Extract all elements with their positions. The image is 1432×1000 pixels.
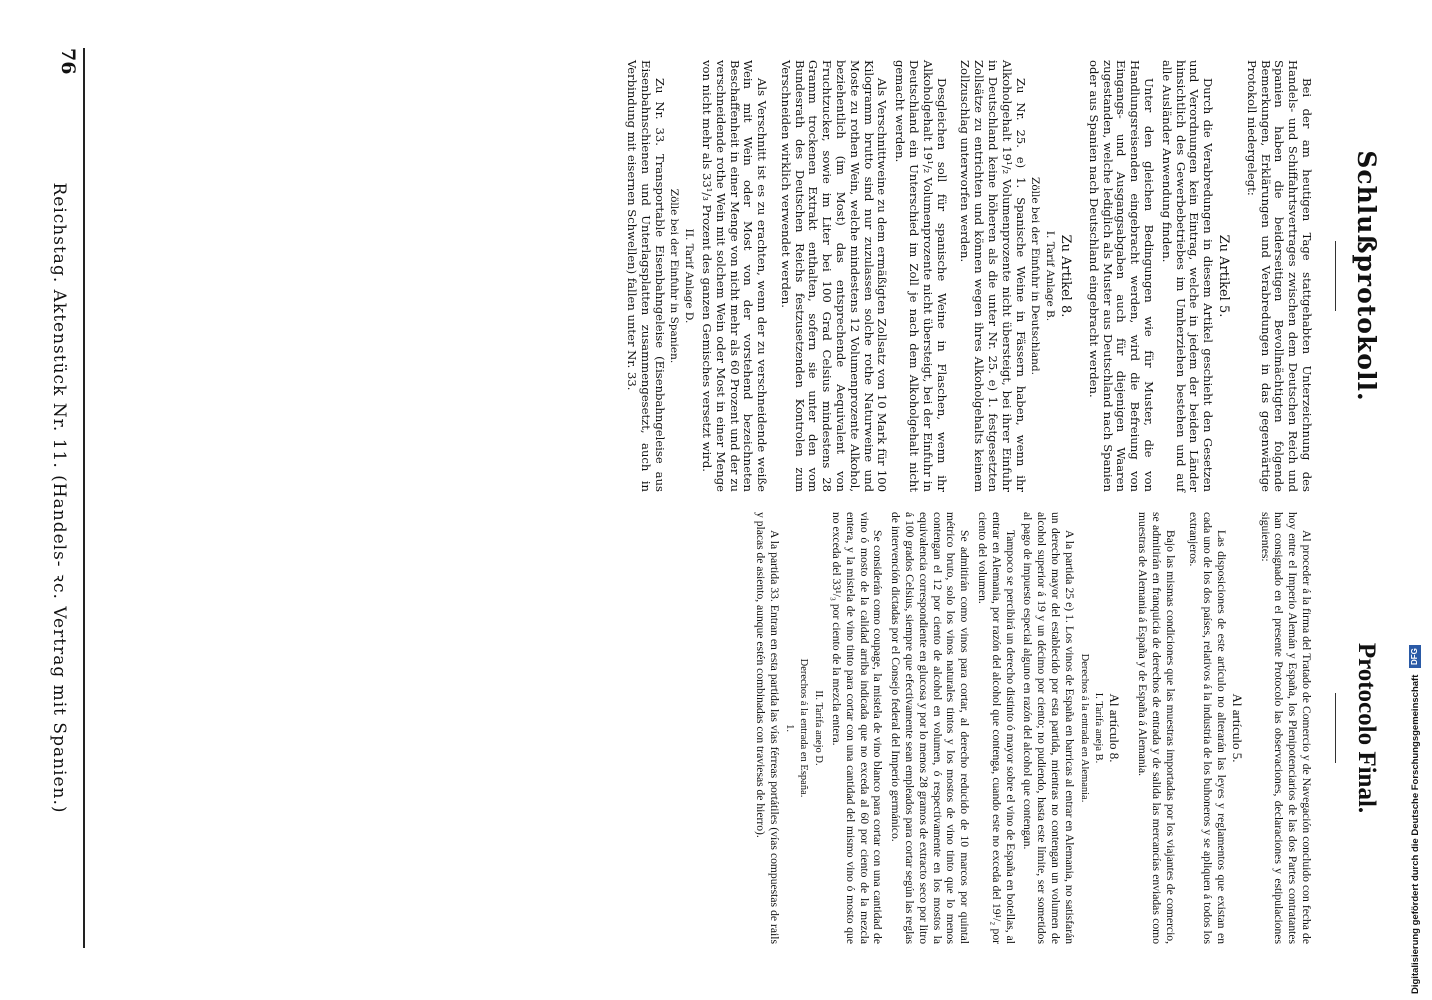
german-title: Schlußprotokoll. — [1352, 150, 1381, 402]
german-art5-para-2: Unter den gleichen Bedingungen wie für Muster, die von Handlungsreisenden eingebracht werden, wird die Befreiung von Eingangs- und Ausgangsabgaben auch für diejenigen Waaren zugestanden, welche lediglich als Muster aus Deutschland nach Spanien oder aus Spanien nach Deutschland eingebracht werden. — [1086, 60, 1157, 492]
dfg-logo-icon: DFG — [1409, 645, 1421, 668]
german-tarif-a-subheading: Zölle bei der Einfuhr in Deutschland. — [1029, 177, 1042, 375]
german-art8-heading: Zu Artikel 8. — [1058, 234, 1074, 318]
spanish-tarif-b-heading: II. Tarifa anejo D. — [813, 690, 825, 766]
german-intro: Bei der am heutigen Tage stattgehabten Unterzeichnung des Handels- und Schiffahrtsvertrages zwischen dem Deutschen Reich und Spanien haben die beiderseitigen Bevollmächtigten folgende Bemerkungen, Erklärungen und Verabredungen in das gegenwärtige Protokoll niedergelegt: — [1244, 60, 1314, 492]
spanish-art8-para-5: A la partida 33. Entran en esta partida las vías férreas portátiles (vías compuestas de rails y placas de asiento, aunque estén combinadas con traviesas de hierro). — [754, 512, 781, 944]
german-art8-para-2: Desgleichen soll für spanische Weine in Flaschen, wenn ihr Alkoholgehalt 19¹/₂ Volumenprozente nicht übersteigt, bei der Einfuhr in Deutschland ein Unterschied im Zoll je nach dem Alkoholgehalt nicht gemacht werden. — [893, 60, 949, 492]
spanish-tarif-a-subheading: Derechos á la entrada en Alemania. — [1078, 653, 1090, 803]
spanish-art8-para-3: Se admitirán como vinos para cortar, al derecho reducido de 10 marcos por quintal métrico bruto, solo los vinos naturales tintos y los mostos de vino tinto que lo menos contengan el 12 por ciento de alcohol en volumen, ó respectivamente en los mostos la equivalencia correspondiente en glucosa y por lo menos 28 gramos de extracto seco por litro á 100 grados Celsius, siempre que efectivamente sean empleados para cortar según las reglas de intervención dictadas por el Consejo federal del Imperio germánico. — [889, 512, 972, 944]
spanish-art8-para-4: Se considerán como coupage, la mistela de vino blanco para cortar con una cantidad de vino ó mosto de la calidad arriba indicada que no exceda al 60 por ciento de la mezcla entera, y la mistela de vino tinto para cortar con una cantidad del mismo vino ó mosto que no exceda del 33¹/₃ por ciento de la mezcla entera. — [830, 512, 885, 944]
running-head: Reichstag. Aktenstück Nr. 11. (Handels- ꝛc. Vertrag mit Spanien.) — [49, 182, 69, 814]
spanish-art5-para-2: Bajo las mismas condiciones que las muestras importadas por los viajantes de comercio, se admitirán en franquicia de derechos de entrada y de salida las mercancías enviadas como muestras de Alemania á España y de España á Alemania. — [1136, 512, 1177, 944]
german-art5-para-1: Durch die Verabredungen in diesem Artikel geschieht den Gesetzen und Verordnungen kein Eintrag, welche in jedem der beiden Länder hinsichtlich des Gewerbebetriebes im Umherziehen bestehen und auf alle Ausländer Anwendung finden. — [1159, 60, 1216, 492]
german-art8-para-1: Zu Nr. 25. e) 1. Spanische Weine in Fässern haben, wenn ihr Alkoholgehalt 19¹/₂ Volumenprozente nicht übersteigt, bei ihrer Einfuhr in Deutschland keine höheren als die unter Nr. 25. e) 1. festgesetzten Zollsätze zu entrichten und können wegen ihres Alkoholgehalts keinem Zollzuschlag unterworfen werden. — [958, 60, 1028, 492]
spanish-art8-heading: Al artículo 8. — [1107, 693, 1123, 763]
page-number: 76 — [57, 48, 79, 75]
german-art8-para-4: Als Verschnitt ist es zu erachten, wenn der zu verschneidende weiße Wein mit Wein oder Most von der vorstehend bezeichneten Beschaffenheit in einer Menge von nicht mehr als 60 Prozent und der zu verschneidende rothe Wein mit solchem Wein oder Most in einer Menge von nicht mehr als 33¹/₃ Prozent des ganzen Gemisches versetzt wird. — [699, 60, 770, 492]
running-head-rule — [83, 48, 85, 948]
spanish-tarif-a-heading: I. Tarifa aneja B. — [1093, 692, 1105, 764]
title-rule — [1335, 693, 1336, 763]
german-art5-heading: Zu Artikel 5. — [1216, 234, 1232, 318]
digitization-stamp-text — [1404, 6, 1428, 994]
spanish-art8-para-2: Tampoco se percibirá un derecho distinto ó mayor sobre el vino de España en botellas, al entrar en Alemania, por razón del alcohol que contenga, cuando este no exceda del 19¹/₂ por ciento del volumen. — [976, 512, 1017, 944]
spanish-art5-para-1: Las disposiciones de este artículo no alterarán las leyes y reglamentos que existan en cada uno de los dos países, relativos á la industria de los buhoneros y se apliquen á todos los extranjeros. — [1187, 512, 1229, 944]
german-art8-para-3: Als Verschnittweine zu dem ermäßigten Zollsatz von 10 Mark für 100 Kilogramm brutto sind nur zuzulassen solche rothe Naturweine und Moste zu rothen Wein, welche mindestens 12 Volumenprozente Alkohol, beziehentlich (im Most) das entsprechende Aequivalent von Fruchtzucker, sowie im Liter bei 100 Grad Celsius mindestens 28 Gramm trockenen Extrakt enthalten, sofern sie unter den vom Bundesrath des Deutschen Reichs festzusetzenden Kontrolen zum Verschneiden wirklich verwendet werden. — [778, 60, 890, 492]
title-rule — [1335, 241, 1336, 311]
german-column — [102, 60, 1412, 492]
german-art8-para-5: Zu Nr. 33. Transportable Eisenbahngeleise (Eisenbahngeleise aus Eisenbahnschienen und Unterlagsplatten zusammengesetzt, auch in Verbindung mit eisernen Schwellen) fallen unter Nr. 33. — [624, 60, 667, 492]
german-tarif-b-heading: II. Tarif Anlage D. — [683, 228, 696, 324]
spanish-title: Protocolo Final. — [1353, 642, 1380, 814]
stamp-label: Digitalisierung gefördert durch die Deutsche Forschungsgemeinschaft — [1410, 674, 1421, 994]
digitization-stamp — [1404, 6, 1428, 994]
spanish-tarif-b-subheading: Derechos á la entrada en España. — [798, 658, 810, 798]
spanish-intro: Al proceder á la firma del Tratado de Comercio y de Navegación concluido con fecha de hoy entre el Imperio Alemán y España, los Plenipotenciarios de las dos Partes contratantes han consignado en el presente Protocolo las observaciones, declaraciones y estipulaciones siguientes: — [1258, 512, 1313, 944]
german-tarif-b-subheading: Zölle bei der Einfuhr in Spanien. — [668, 188, 681, 364]
spanish-art5-heading: Al artículo 5. — [1229, 693, 1245, 763]
german-tarif-a-heading: I. Tarif Anlage B. — [1044, 230, 1057, 322]
spanish-art8-para-1: A la partida 25 e) 1. Los vinos de España en barricas al entrar en Alemania, no satisfarán un derecho mayor del establecido por esta partida, mientras no contengan un volumen de alcohol superior á 19 y un décimo por ciento; no pudiendo, hasta este límite, ser sometidos al pago de impuesto especial alguno en razón del alcohol que contengan. — [1021, 512, 1076, 944]
document-page — [0, 18, 1412, 978]
spanish-column — [102, 512, 1412, 944]
spanish-tarif-b-number: 1. — [783, 724, 795, 732]
